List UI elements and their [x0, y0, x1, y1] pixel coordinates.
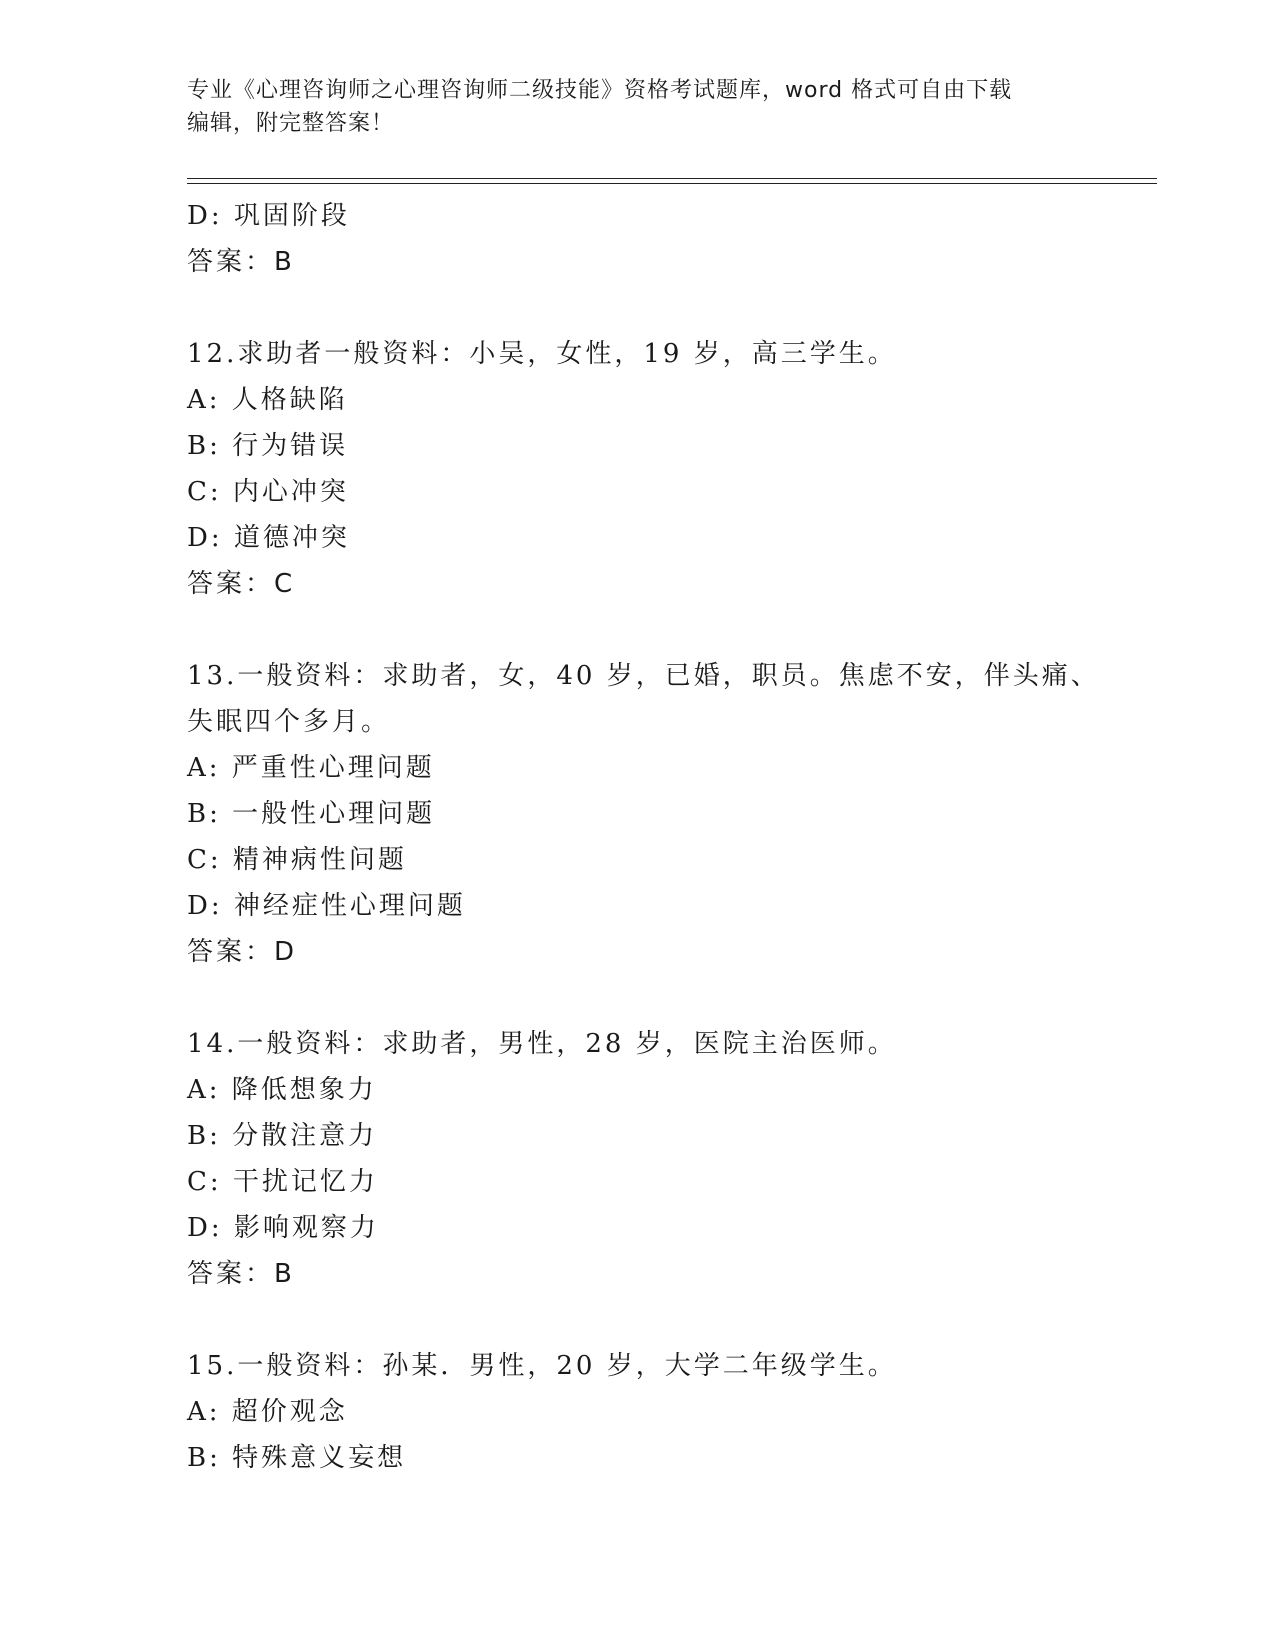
question-line: D: 巩固阶段 — [187, 201, 350, 231]
answer-line: 答案：B — [187, 1259, 295, 1289]
question-line: D: 影响观察力 — [187, 1213, 379, 1243]
question-line: 14.一般资料：求助者，男性，28 岁，医院主治医师。 — [187, 1029, 897, 1059]
question-line: C: 内心冲突 — [187, 477, 349, 507]
question-line: 12.求助者一般资料：小吴，女性，19 岁，高三学生。 — [187, 339, 897, 369]
answer-line: 答案：D — [187, 937, 298, 967]
question-line: A: 人格缺陷 — [187, 385, 348, 415]
header-line-1: 专业《心理咨询师之心理咨询师二级技能》资格考试题库，word 格式可自由下载 — [187, 78, 1013, 103]
question-line: A: 超价观念 — [187, 1397, 348, 1427]
question-line: B: 分散注意力 — [187, 1121, 378, 1151]
question-line: D: 道德冲突 — [187, 523, 350, 553]
question-line: B: 特殊意义妄想 — [187, 1443, 407, 1473]
header-divider-top — [187, 178, 1157, 179]
question-line: C: 干扰记忆力 — [187, 1167, 378, 1197]
answer-line: 答案：C — [187, 569, 296, 599]
header-divider-bottom — [187, 183, 1157, 184]
question-line: B: 行为错误 — [187, 431, 349, 461]
question-line: B: 一般性心理问题 — [187, 799, 436, 829]
spacer — [187, 607, 1147, 653]
document-header — [187, 74, 1087, 140]
spacer — [187, 1297, 1147, 1343]
question-line: 失眠四个多月。 — [187, 707, 391, 737]
question-line: A: 降低想象力 — [187, 1075, 377, 1105]
question-list — [187, 193, 1147, 1481]
header-line-2: 编辑，附完整答案！ — [187, 111, 395, 136]
question-line: C: 精神病性问题 — [187, 845, 407, 875]
question-line: A: 严重性心理问题 — [187, 753, 435, 783]
answer-line: 答案：B — [187, 247, 295, 277]
spacer — [187, 285, 1147, 331]
spacer — [187, 975, 1147, 1021]
question-line: 13.一般资料：求助者，女，40 岁，已婚，职员。焦虑不安，伴头痛、 — [187, 661, 1100, 691]
question-line: D: 神经症性心理问题 — [187, 891, 466, 921]
question-line: 15.一般资料：孙某．男性，20 岁，大学二年级学生。 — [187, 1351, 897, 1381]
